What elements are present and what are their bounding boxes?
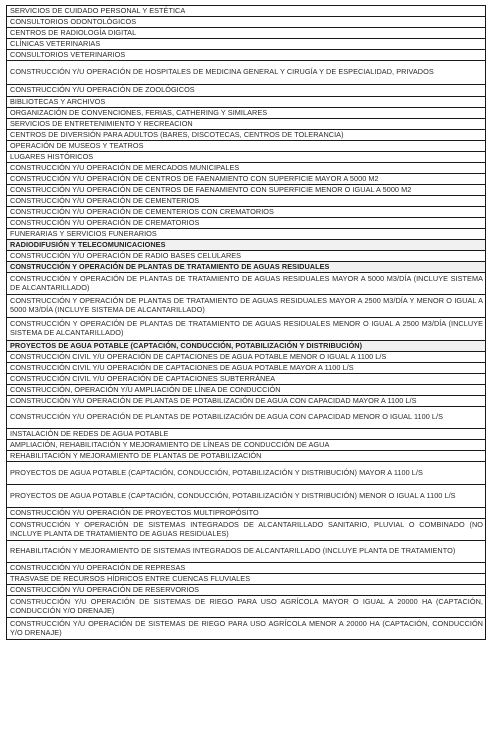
table-row	[7, 407, 485, 429]
row-label: CONSTRUCCIÓN Y/U OPERACIÓN DE ZOOLÓGICOS	[10, 85, 195, 95]
row-label: OPERACIÓN DE MUSEOS Y TEATROS	[10, 141, 144, 150]
table-row	[7, 229, 485, 240]
row-label: CONSULTORIOS ODONTOLÓGICOS	[10, 17, 137, 26]
row-label: BIBLIOTECAS Y ARCHIVOS	[10, 97, 106, 106]
table-row	[7, 130, 485, 141]
table-row	[7, 85, 485, 97]
table-row	[7, 541, 485, 563]
section-header-row	[7, 240, 485, 251]
table-row	[7, 574, 485, 585]
table-row	[7, 218, 485, 229]
table-row	[7, 352, 485, 363]
table-row	[7, 251, 485, 262]
table-row	[7, 6, 485, 17]
table-row	[7, 462, 485, 485]
row-label: CONSTRUCCIÓN Y/U OPERACIÓN DE CREMATORIOS	[10, 218, 200, 227]
row-label: CONSTRUCCIÓN Y/U OPERACIÓN DE CEMENTERIOS CON CREMATORIOS	[10, 207, 274, 216]
row-label: CONSTRUCCIÓN Y/U OPERACIÓN DE SISTEMAS DE RIEGO PARA USO AGRÍCOLA MAYOR O IGUAL A 20000 HA (CAPTACIÓN, CONDUCCIÓN Y/O DRENAJE)	[10, 596, 483, 615]
row-label: REHABILITACIÓN Y MEJORAMIENTO DE PLANTAS DE POTABILIZACIÓN	[10, 451, 262, 460]
table-row	[7, 596, 485, 618]
table-row	[7, 440, 485, 451]
row-label: CONSTRUCCIÓN CIVIL Y/U OPERACIÓN DE CAPTACIONES DE AGUA POTABLE MENOR O IGUAL A 1100 L/S	[10, 352, 387, 361]
row-label: RADIODIFUSIÓN Y TELECOMUNICACIONES	[10, 240, 166, 249]
table-row	[7, 61, 485, 85]
row-label: LUGARES HISTÓRICOS	[10, 152, 94, 161]
row-label: CONSTRUCCIÓN Y OPERACIÓN DE PLANTAS DE TRATAMIENTO DE AGUAS RESIDUALES	[10, 262, 330, 271]
table-row	[7, 318, 485, 341]
row-label: AMPLIACIÓN, REHABILITACIÓN Y MEJORAMIENTO DE LÍNEAS DE CONDUCCIÓN DE AGUA	[10, 440, 330, 449]
row-label: CONSTRUCCIÓN Y/U OPERACIÓN DE HOSPITALES DE MEDICINA GENERAL Y CIRUGÍA Y DE ESPECIALIDAD, PRIVADOS	[10, 67, 434, 77]
table-row	[7, 196, 485, 207]
row-label: CONSTRUCCIÓN Y/U OPERACIÓN DE MERCADOS MUNICIPALES	[10, 163, 240, 172]
row-label: CONSULTORIOS VETERINARIOS	[10, 50, 126, 59]
table-row	[7, 363, 485, 374]
row-label: PROYECTOS DE AGUA POTABLE (CAPTACIÓN, CONDUCCIÓN, POTABILIZACIÓN Y DISTRIBUCIÓN) MAYOR A 1100 L/S	[10, 467, 423, 477]
row-label: ORGANIZACIÓN DE CONVENCIONES, FERIAS, CATHERING Y SIMILARES	[10, 108, 268, 117]
table-row	[7, 28, 485, 39]
row-label: CONSTRUCCIÓN CIVIL Y/U OPERACIÓN DE CAPTACIONES DE AGUA POTABLE MAYOR A 1100 L/S	[10, 363, 354, 372]
table-row	[7, 585, 485, 596]
row-label: CONSTRUCCIÓN Y/U OPERACIÓN DE CENTROS DE FAENAMIENTO CON SUPERFICIE MENOR O IGUAL A 5000 M2	[10, 185, 412, 194]
table-row	[7, 50, 485, 61]
table-row	[7, 618, 485, 640]
table-row	[7, 485, 485, 508]
row-label: PROYECTOS DE AGUA POTABLE (CAPTACIÓN, CONDUCCIÓN, POTABILIZACIÓN Y DISTRIBUCIÓN)	[10, 341, 363, 350]
row-label: CONSTRUCCIÓN Y/U OPERACIÓN DE RESERVORIOS	[10, 585, 200, 594]
table-row	[7, 152, 485, 163]
row-label: CONSTRUCCIÓN Y OPERACIÓN DE PLANTAS DE TRATAMIENTO DE AGUAS RESIDUALES MAYOR A 2500 M3/DÍA Y MENOR O IGUAL A 5000 M3/DÍA (INCLUYE SISTEMA DE ALCANTARILLADO)	[10, 296, 483, 314]
row-label: CONSTRUCCIÓN Y/U OPERACIÓN DE REPRESAS	[10, 563, 186, 572]
row-label: CONSTRUCCIÓN Y/U OPERACIÓN DE CENTROS DE FAENAMIENTO CON SUPERFICIE MAYOR A 5000 M2	[10, 174, 379, 183]
section-header-row	[7, 262, 485, 273]
table-row	[7, 97, 485, 108]
row-label: REHABILITACIÓN Y MEJORAMIENTO DE SISTEMAS INTEGRADOS DE ALCANTARILLADO (INCLUYE PLANTA DE TRATAMIENTO)	[10, 546, 456, 556]
row-label: CENTROS DE DIVERSIÓN PARA ADULTOS (BARES, DISCOTECAS, CENTROS DE TOLERANCIA)	[10, 130, 344, 139]
table-row	[7, 108, 485, 119]
table-row	[7, 174, 485, 185]
row-label: CONSTRUCCIÓN Y/U OPERACIÓN DE PROYECTOS MULTIPROPÓSITO	[10, 508, 259, 517]
table-row	[7, 141, 485, 152]
row-label: FUNERARIAS Y SERVICIOS FUNERARIOS	[10, 229, 157, 238]
table-row	[7, 39, 485, 50]
table-row	[7, 185, 485, 196]
row-label: CONSTRUCCIÓN CIVIL Y/U OPERACIÓN DE CAPTACIONES SUBTERRÁNEA	[10, 374, 276, 383]
table-row	[7, 385, 485, 396]
table-row	[7, 374, 485, 385]
table-row	[7, 17, 485, 28]
row-label: CLÍNICAS VETERINARIAS	[10, 39, 101, 48]
section-header-row	[7, 341, 485, 352]
activity-table	[6, 5, 486, 640]
table-row	[7, 207, 485, 218]
table-row	[7, 163, 485, 174]
table-row	[7, 519, 485, 541]
row-label: CENTROS DE RADIOLOGÍA DIGITAL	[10, 28, 137, 37]
row-label: CONSTRUCCIÓN Y OPERACIÓN DE PLANTAS DE TRATAMIENTO DE AGUAS RESIDUALES MAYOR A 5000 M3/DÍA (INCLUYE SISTEMA DE ALCANTARILLADO)	[10, 273, 483, 292]
row-label: CONSTRUCCIÓN Y OPERACIÓN DE SISTEMAS INTEGRADOS DE ALCANTARILLADO SANITARIO, PLUVIAL O COMBINADO (NO INCLUYE PLANTA DE TRATAMIENTO DE AGUAS RESIDUALES)	[10, 519, 483, 538]
row-label: CONSTRUCCIÓN Y/U OPERACIÓN DE CEMENTERIOS	[10, 196, 200, 205]
table-row	[7, 396, 485, 407]
row-label: TRASVASE DE RECURSOS HÍDRICOS ENTRE CUENCAS FLUVIALES	[10, 574, 251, 583]
table-row	[7, 273, 485, 295]
row-label: CONSTRUCCIÓN Y/U OPERACIÓN DE PLANTAS DE POTABILIZACIÓN DE AGUA CON CAPACIDAD MAYOR A 1100 L/S	[10, 396, 417, 405]
row-label: CONSTRUCCIÓN Y OPERACIÓN DE PLANTAS DE TRATAMIENTO DE AGUAS RESIDUALES MENOR O IGUAL A 2500 M3/DÍA (INCLUYE SISTEMA DE ALCANTARILLADO)	[10, 319, 483, 337]
table-row	[7, 508, 485, 519]
row-label: CONSTRUCCIÓN, OPERACIÓN Y/U AMPLIACIÓN DE LÍNEA DE CONDUCCIÓN	[10, 385, 281, 394]
row-label: INSTALACIÓN DE REDES DE AGUA POTABLE	[10, 429, 169, 438]
row-label: PROYECTOS DE AGUA POTABLE (CAPTACIÓN, CONDUCCIÓN, POTABILIZACIÓN Y DISTRIBUCIÓN) MENOR O IGUAL A 1100 L/S	[10, 490, 456, 500]
table-row	[7, 563, 485, 574]
table-row	[7, 119, 485, 130]
table-row	[7, 429, 485, 440]
row-label: CONSTRUCCIÓN Y/U OPERACIÓN DE PLANTAS DE POTABILIZACIÓN DE AGUA CON CAPACIDAD MENOR O IGUAL 1100 L/S	[10, 412, 444, 422]
row-label: CONSTRUCCIÓN Y/U OPERACIÓN DE SISTEMAS DE RIEGO PARA USO AGRÍCOLA MENOR A 20000 HA (CAPTACIÓN, CONDUCCIÓN Y/O DRENAJE)	[10, 618, 483, 637]
row-label: CONSTRUCCIÓN Y/U OPERACIÓN DE RADIO BASES CELULARES	[10, 251, 242, 260]
table-row	[7, 451, 485, 462]
table-row	[7, 295, 485, 318]
row-label: SERVICIOS DE CUIDADO PERSONAL Y ESTÉTICA	[10, 6, 186, 15]
row-label: SERVICIOS DE ENTRETENIMIENTO Y RECREACION	[10, 119, 193, 128]
